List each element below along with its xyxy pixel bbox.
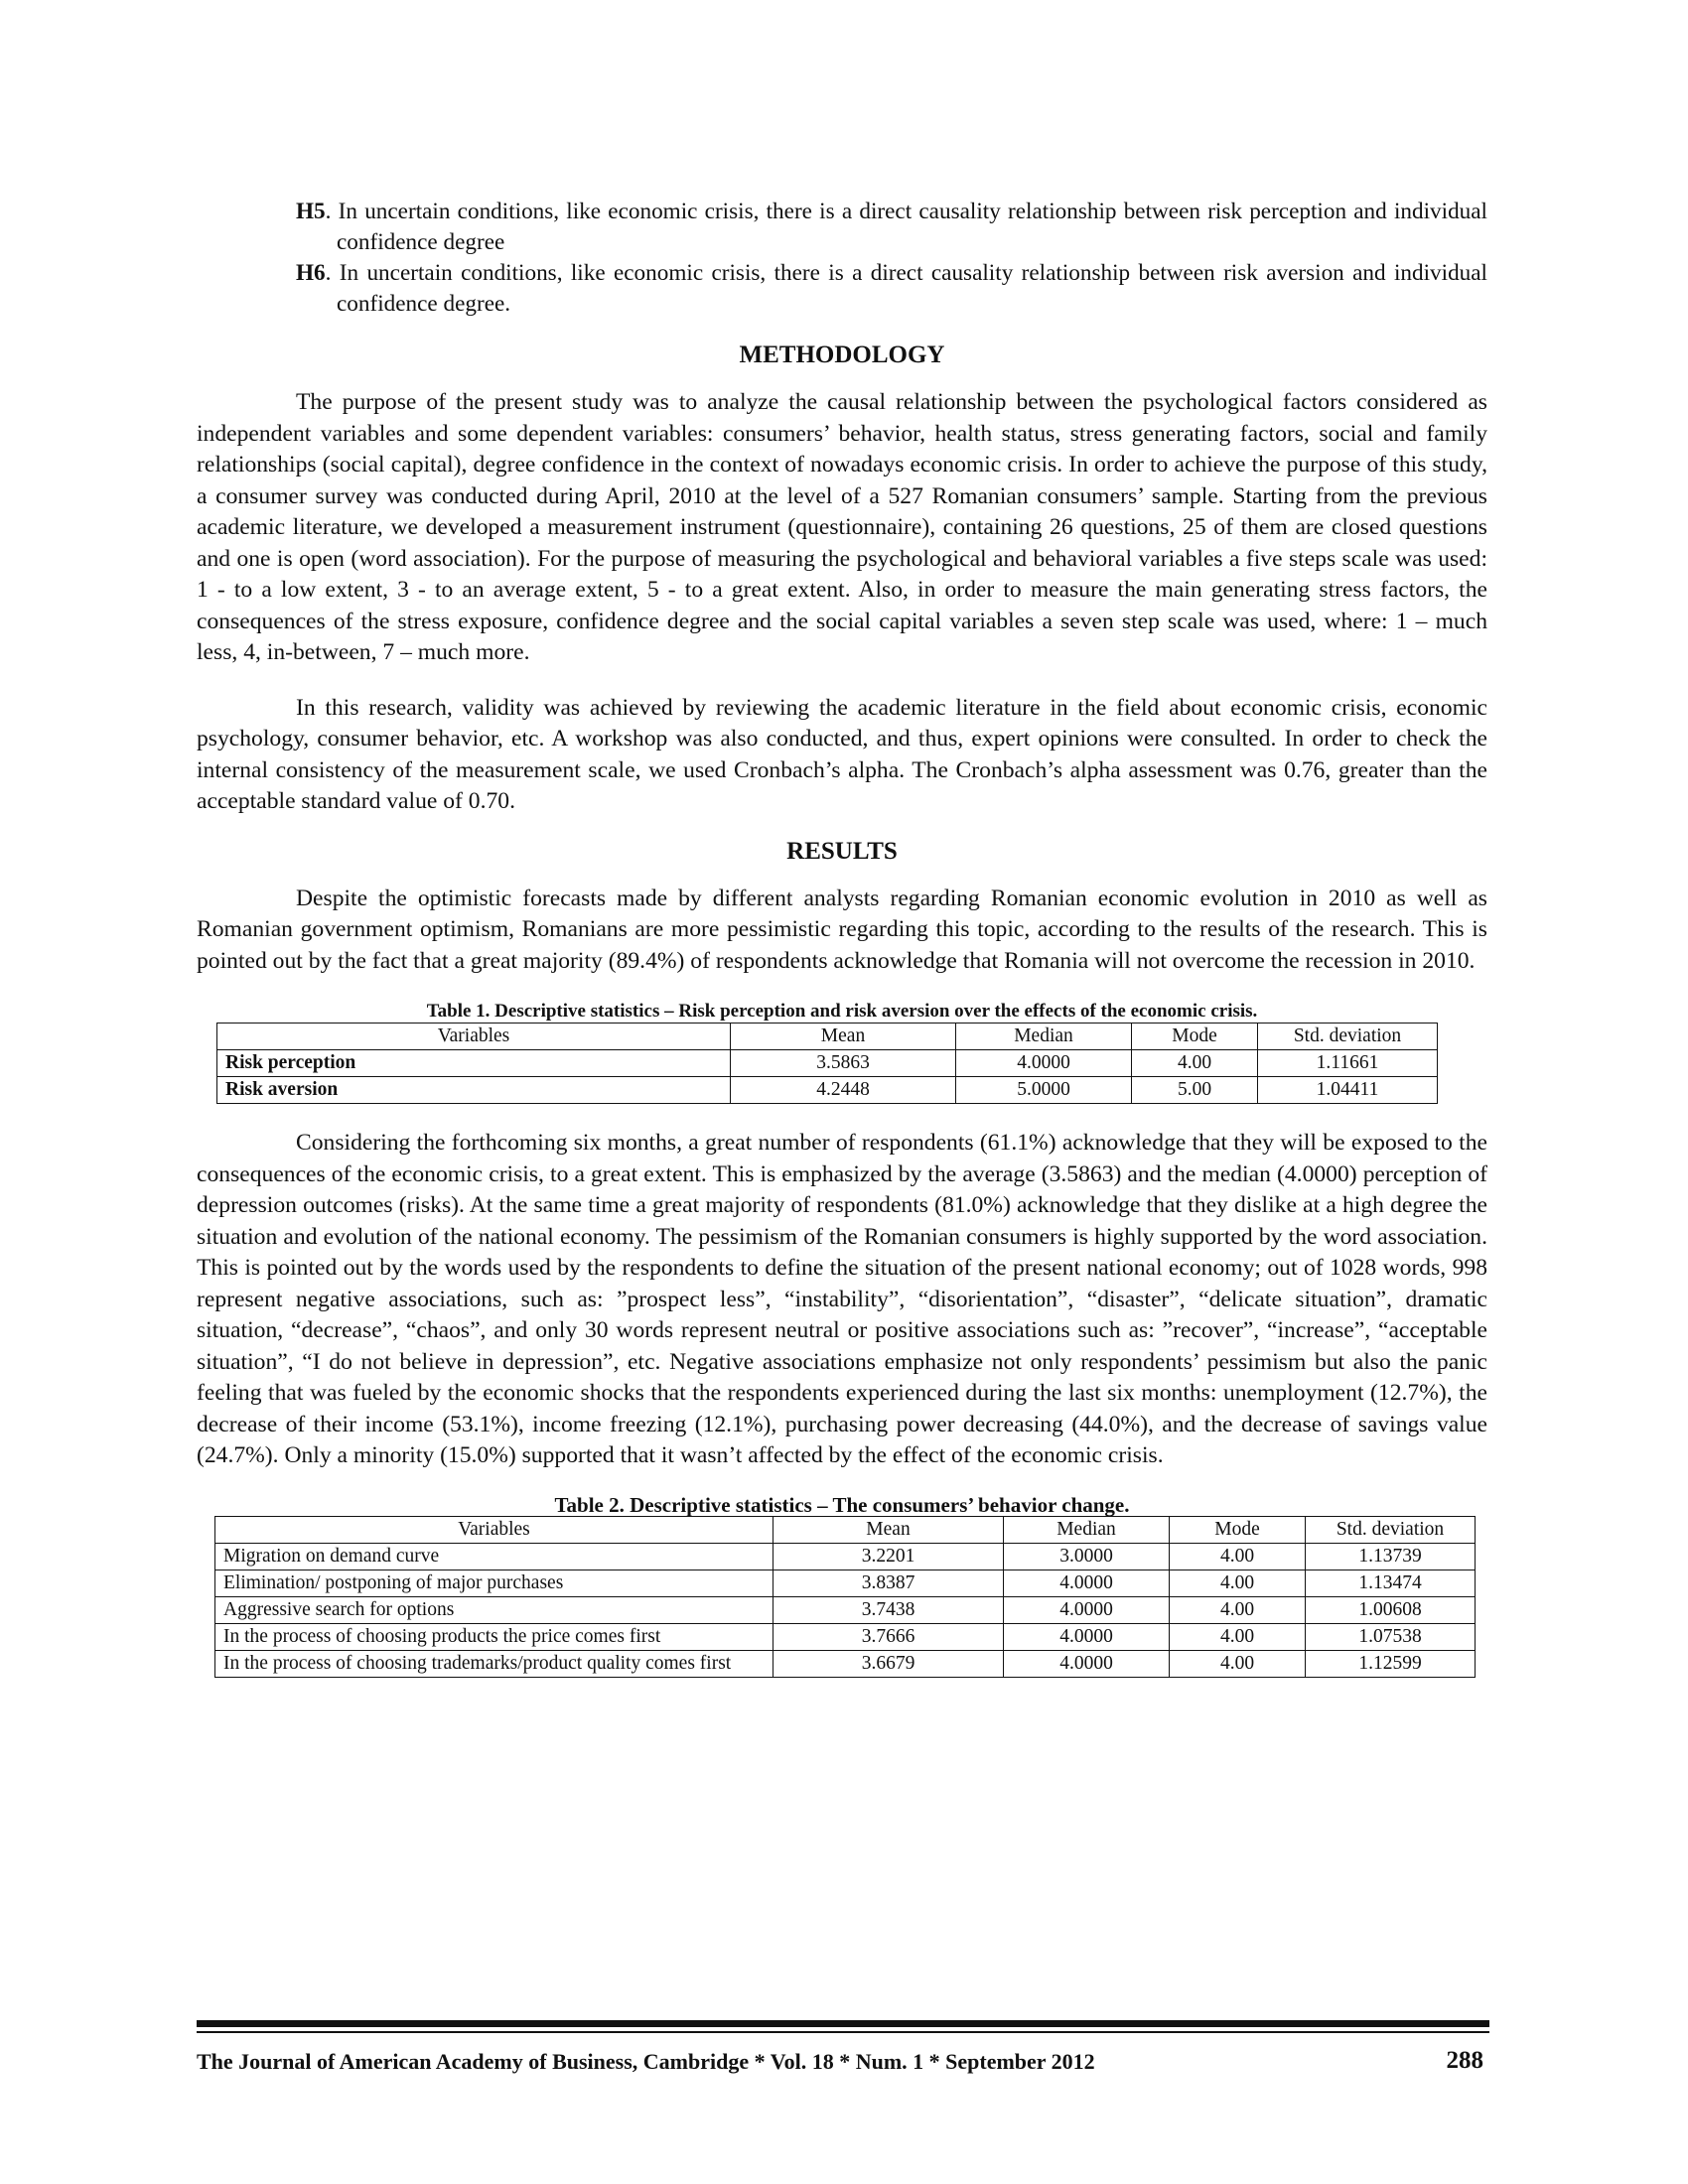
table-cell: 1.12599 [1306, 1650, 1476, 1677]
methodology-paragraph-2: In this research, validity was achieved by reviewing the academic literature in the field about economic crisis, economic psychology, consumer behavior, etc. A workshop was also conducted, and thus, expert opinions were consulted. In order to check the internal consistency of the measurement scale, we used Cronbach’s alpha. The Cronbach’s alpha assessment was 0.76, greater than the acceptable standard value of 0.70. [197, 694, 1487, 814]
hypothesis-label: H5 [296, 199, 326, 224]
results-paragraph-2: Considering the forthcoming six months, a great number of respondents (61.1%) acknowledge that they will be exposed to the consequences of the economic crisis, to a great extent. This is emphasized by the average (3.5863) and the median (4.0000) perception of depression outcomes (risks). At the same time a great majority of respondents (81.0%) acknowledge that they dislike at a high degree the situation and evolution of the national economy. The pessimism of the Romanian consumers is highly supported by the word association. This is pointed out by the words used by the respondents to define the situation of the present national economy; out of 1028 words, 998 represent negative associations, such as: ”prospect less”, “instability”, “disorientation”, “disaster”, “delicate situation”, dramatic situation, “decrease”, “chaos”, and only 30 words represent neutral or positive associations such as: ”recover”, “increase”, “acceptable situation”, “I do not believe in depression”, etc. Negative associations emphasize not only respondents’ pessimism but also the panic feeling that was fueled by the economic shocks that the respondents experienced during the last six months: unemployment (12.7%), the decrease of their income (53.1%), income freezing (12.1%), purchasing power decreasing (44.0%), and the decrease of savings value (24.7%). Only a minority (15.0%) supported that it wasn’t affected by the effect of the economic crisis. [197, 1130, 1487, 1468]
table-cell: 4.00 [1132, 1050, 1258, 1077]
table-cell: 4.2448 [731, 1077, 956, 1104]
table-cell: 4.00 [1170, 1596, 1306, 1623]
table-cell: 5.0000 [956, 1077, 1132, 1104]
table-header-row [217, 1024, 1438, 1050]
table-cell: 4.00 [1170, 1543, 1306, 1570]
table-cell: Aggressive search for options [215, 1596, 774, 1623]
table-header-row [215, 1516, 1476, 1543]
table-row [215, 1596, 1476, 1623]
footer-divider [197, 2020, 1489, 2027]
table-cell: Risk perception [217, 1050, 731, 1077]
table-cell: In the process of choosing trademarks/product quality comes first [215, 1650, 774, 1677]
table-cell: 1.07538 [1306, 1623, 1476, 1650]
column-header: Variables [215, 1516, 774, 1543]
table-cell: 3.8387 [774, 1570, 1004, 1596]
table-cell: 4.00 [1170, 1570, 1306, 1596]
methodology-heading: METHODOLOGY [739, 341, 945, 368]
hypothesis-h6 [296, 258, 1487, 320]
table2-caption: Table 2. Descriptive statistics – The consumers’ behavior change. [554, 1492, 1130, 1517]
table-cell: Risk aversion [217, 1077, 731, 1104]
column-header: Variables [217, 1024, 731, 1050]
table-cell: 3.2201 [774, 1543, 1004, 1570]
table-row [215, 1650, 1476, 1677]
journal-citation: The Journal of American Academy of Business, Cambridge * Vol. 18 * Num. 1 * September 2012 [197, 2049, 1095, 2074]
table-cell: 4.0000 [1004, 1570, 1170, 1596]
table1 [216, 1023, 1438, 1104]
table-cell: 4.00 [1170, 1623, 1306, 1650]
column-header: Median [956, 1024, 1132, 1050]
table-cell: 3.7438 [774, 1596, 1004, 1623]
column-header: Mode [1132, 1024, 1258, 1050]
table-row [217, 1077, 1438, 1104]
results-paragraph-1: Despite the optimistic forecasts made by different analysts regarding Romanian economic evolution in 2010 as well as Romanian government optimism, Romanians are more pessimistic regarding this topic, according to the results of the research. This is pointed out by the fact that a great majority (89.4%) of respondents acknowledge that Romania will not overcome the recession in 2010. [197, 885, 1487, 974]
table-cell: 3.5863 [731, 1050, 956, 1077]
column-header: Mean [731, 1024, 956, 1050]
results-heading: RESULTS [786, 837, 898, 865]
table-cell: 5.00 [1132, 1077, 1258, 1104]
column-header: Std. deviation [1258, 1024, 1438, 1050]
table-cell: 3.6679 [774, 1650, 1004, 1677]
column-header: Mean [774, 1516, 1004, 1543]
page-number: 288 [1446, 2047, 1483, 2074]
column-header: Median [1004, 1516, 1170, 1543]
table-cell: 4.0000 [1004, 1623, 1170, 1650]
table1-caption: Table 1. Descriptive statistics – Risk perception and risk aversion over the effects of the economic crisis. [426, 1001, 1258, 1022]
column-header: Mode [1170, 1516, 1306, 1543]
page-body [197, 197, 1487, 1678]
table-cell: 1.04411 [1258, 1077, 1438, 1104]
table-cell: 4.0000 [956, 1050, 1132, 1077]
hypothesis-label: H6 [296, 260, 326, 286]
table-cell: 3.7666 [774, 1623, 1004, 1650]
column-header: Std. deviation [1306, 1516, 1476, 1543]
table-cell: 3.0000 [1004, 1543, 1170, 1570]
table-row [215, 1543, 1476, 1570]
table-cell: 4.0000 [1004, 1650, 1170, 1677]
table-cell: 1.13739 [1306, 1543, 1476, 1570]
table-cell: Migration on demand curve [215, 1543, 774, 1570]
table-cell: 4.00 [1170, 1650, 1306, 1677]
table-row [215, 1570, 1476, 1596]
table-cell: 1.00608 [1306, 1596, 1476, 1623]
methodology-paragraph-1: The purpose of the present study was to analyze the causal relationship between the psychological factors considered as independent variables and some dependent variables: consumers’ behavior, health status, stress generating factors, social and family relationships (social capital), degree confidence in the context of nowadays economic crisis. In order to achieve the purpose of this study, a consumer survey was conducted during April, 2010 at the level of a 527 Romanian consumers’ sample. Starting from the previous academic literature, we developed a measurement instrument (questionnaire), containing 26 questions, 25 of them are closed questions and one is open (word association). For the purpose of measuring the psychological and behavioral variables a five steps scale was used: 1 - to a low extent, 3 - to an average extent, 5 - to a great extent. Also, in order to measure the main generating stress factors, the consequences of the stress exposure, confidence degree and the social capital variables a seven step scale was used, where: 1 – much less, 4, in-between, 7 – much more. [197, 389, 1487, 665]
table-cell: 1.11661 [1258, 1050, 1438, 1077]
hypothesis-h5 [296, 197, 1487, 258]
footer-divider [197, 2031, 1489, 2033]
hypothesis-text: . In uncertain conditions, like economic crisis, there is a direct causality relationship between risk aversion and individual confidence degree. [325, 260, 1487, 317]
table-row [217, 1050, 1438, 1077]
table-cell: 1.13474 [1306, 1570, 1476, 1596]
table-cell: Elimination/ postponing of major purchases [215, 1570, 774, 1596]
table-row [215, 1623, 1476, 1650]
table2 [214, 1516, 1476, 1678]
table-cell: 4.0000 [1004, 1596, 1170, 1623]
hypothesis-text: . In uncertain conditions, like economic crisis, there is a direct causality relationship between risk perception and individual confidence degree [325, 199, 1487, 255]
table-cell: In the process of choosing products the price comes first [215, 1623, 774, 1650]
